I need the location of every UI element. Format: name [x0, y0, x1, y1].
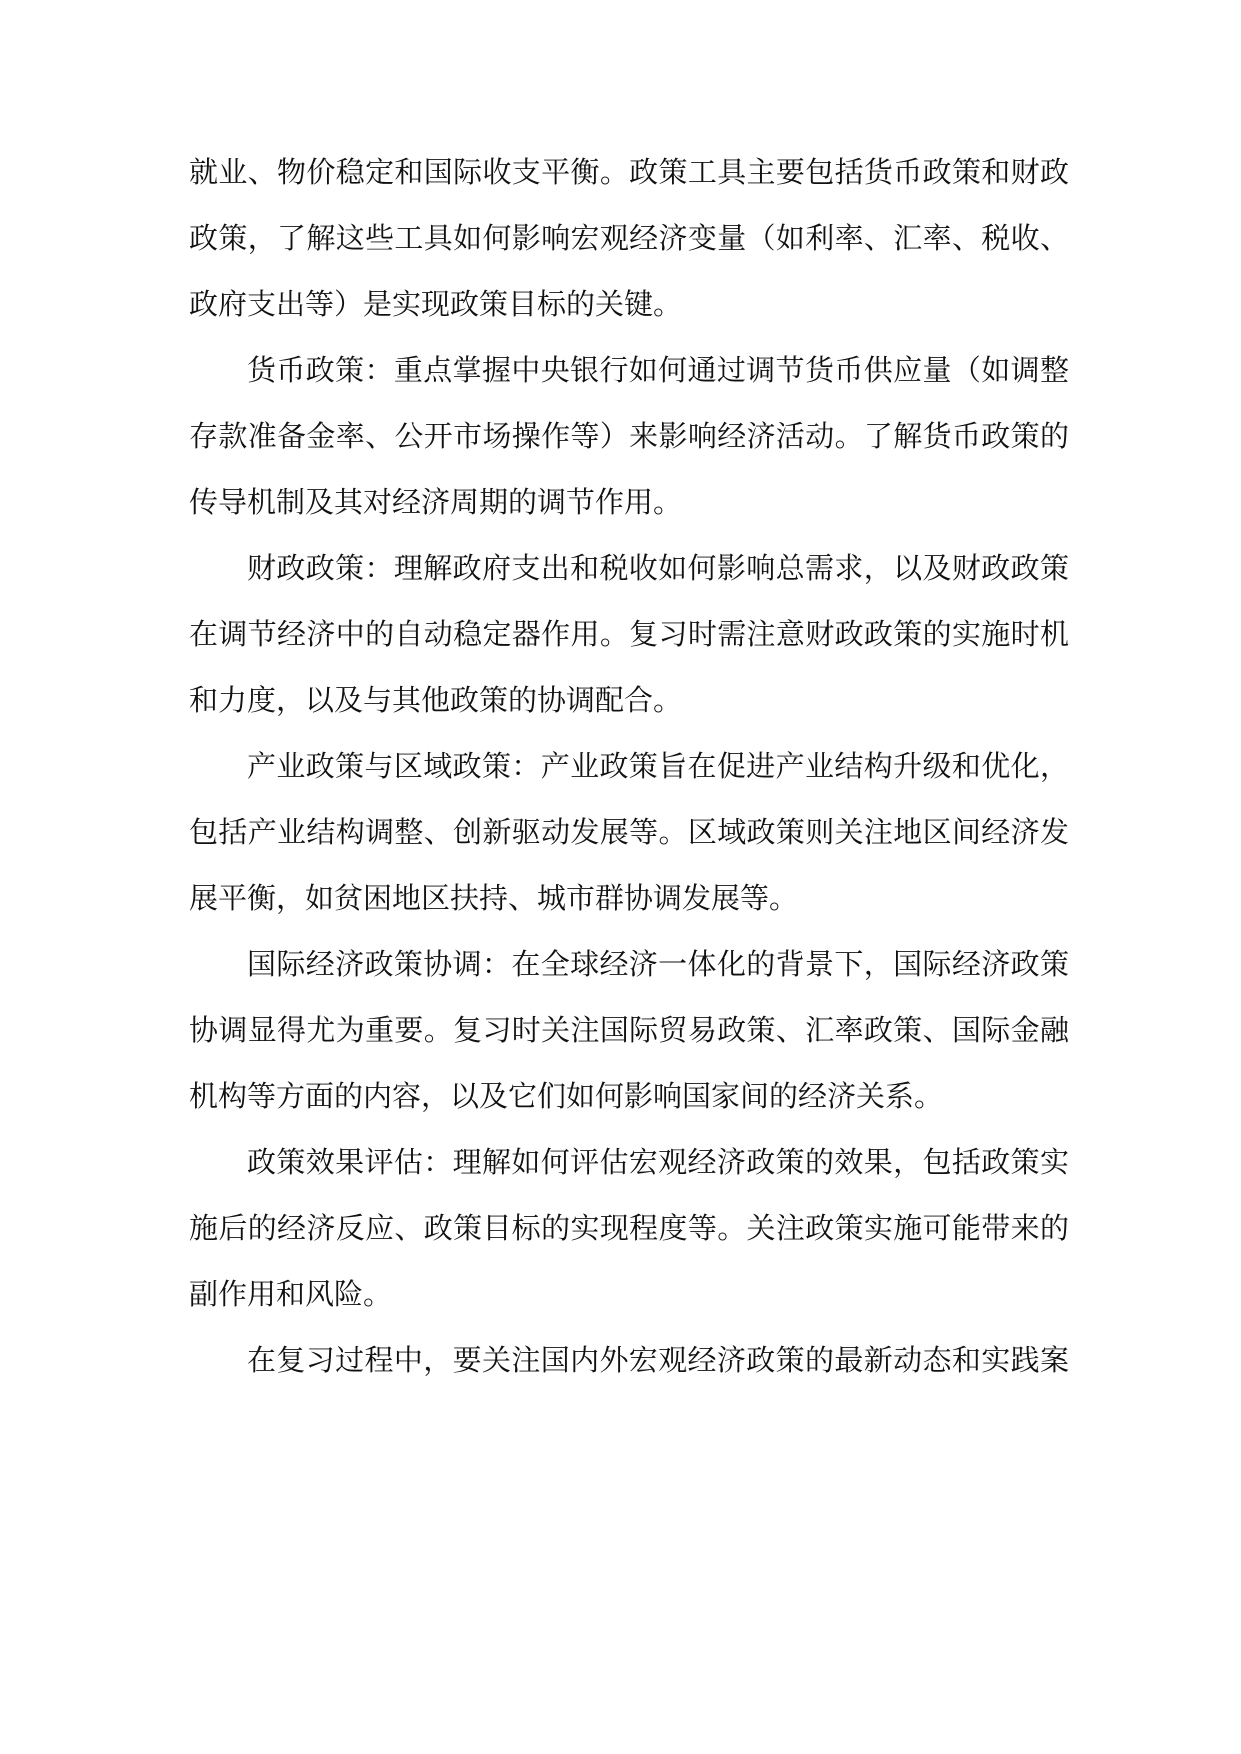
text-line: 产业政策与区域政策：产业政策旨在促进产业结构升级和优化，: [247, 749, 1069, 783]
text-line: 存款准备金率、公开市场操作等）来影响经济活动。了解货币政策的: [189, 419, 1069, 453]
text-line: 国际经济政策协调：在全球经济一体化的背景下，国际经济政策: [247, 947, 1069, 981]
text-line: 政策效果评估：理解如何评估宏观经济政策的效果，包括政策实: [247, 1145, 1069, 1179]
text-line: 货币政策：重点掌握中央银行如何通过调节货币供应量（如调整: [247, 353, 1069, 387]
text-line: 就业、物价稳定和国际收支平衡。政策工具主要包括货币政策和财政: [189, 155, 1069, 189]
text-line: 在复习过程中，要关注国内外宏观经济政策的最新动态和实践案: [247, 1343, 1069, 1377]
text-line: 机构等方面的内容，以及它们如何影响国家间的经济关系。: [189, 1079, 944, 1113]
text-line: 和力度，以及与其他政策的协调配合。: [189, 683, 683, 717]
text-line: 协调显得尤为重要。复习时关注国际贸易政策、汇率政策、国际金融: [189, 1013, 1069, 1047]
text-line: 政府支出等）是实现政策目标的关键。: [189, 287, 683, 321]
text-line: 展平衡，如贫困地区扶持、城市群协调发展等。: [189, 881, 799, 915]
text-line: 包括产业结构调整、创新驱动发展等。区域政策则关注地区间经济发: [189, 815, 1069, 849]
text-line: 政策，了解这些工具如何影响宏观经济变量（如利率、汇率、税收、: [189, 221, 1069, 255]
text-line: 副作用和风险。: [189, 1277, 393, 1311]
text-line: 财政政策：理解政府支出和税收如何影响总需求，以及财政政策: [247, 551, 1069, 585]
text-line: 施后的经济反应、政策目标的实现程度等。关注政策实施可能带来的: [189, 1211, 1069, 1245]
text-line: 传导机制及其对经济周期的调节作用。: [189, 485, 683, 519]
text-line: 在调节经济中的自动稳定器作用。复习时需注意财政政策的实施时机: [189, 617, 1069, 651]
